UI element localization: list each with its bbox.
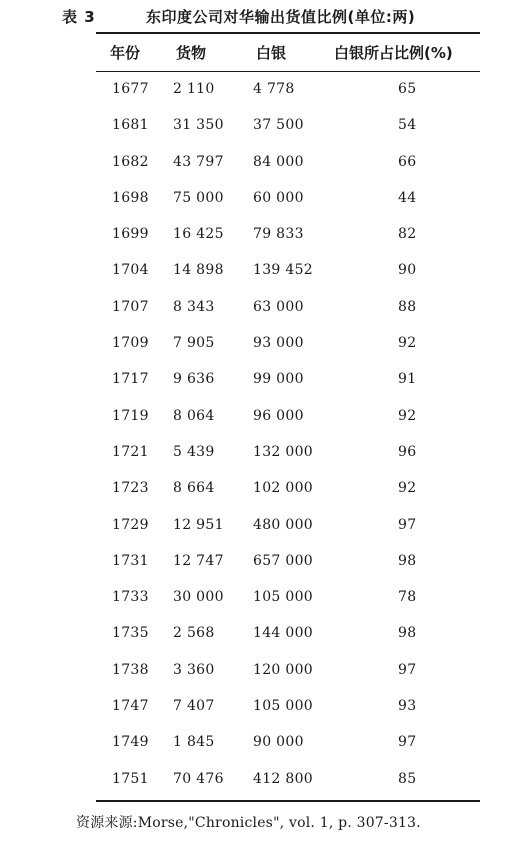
cell-silver: 99 000 [253, 371, 304, 388]
cell-silver: 144 000 [253, 625, 313, 642]
cell-year: 1721 [112, 443, 149, 460]
cell-year: 1747 [112, 698, 149, 715]
cell-goods: 1 845 [173, 734, 215, 751]
cell-silver: 105 000 [253, 698, 313, 715]
source-note: 资源来源:Morse,"Chronicles", vol. 1, p. 307-313. [76, 815, 421, 831]
cell-silver: 96 000 [253, 407, 304, 424]
table-row [0, 290, 519, 326]
cell-goods: 5 439 [173, 443, 215, 460]
cell-silver: 480 000 [253, 516, 313, 533]
cell-year: 1723 [112, 480, 149, 497]
cell-silver-share: 92 [398, 407, 417, 424]
cell-silver-share: 98 [398, 625, 417, 642]
table-row [0, 471, 519, 507]
cell-year: 1731 [112, 552, 149, 569]
table-top-rule [96, 32, 480, 34]
cell-goods: 9 636 [173, 371, 215, 388]
cell-silver-share: 90 [398, 262, 417, 279]
table-title: 东印度公司对华输出货值比例(单位:两) [146, 8, 416, 26]
table-row [0, 689, 519, 725]
cell-goods: 75 000 [173, 189, 224, 206]
table-bottom-rule [96, 800, 480, 802]
cell-year: 1738 [112, 661, 149, 678]
cell-silver-share: 85 [398, 770, 417, 787]
cell-goods: 30 000 [173, 589, 224, 606]
cell-silver: 93 000 [253, 335, 304, 352]
cell-year: 1735 [112, 625, 149, 642]
cell-goods: 43 797 [173, 153, 224, 170]
table-row [0, 145, 519, 181]
cell-silver-share: 65 [398, 81, 417, 97]
cell-goods: 31 350 [173, 117, 224, 134]
cell-year: 1681 [112, 117, 149, 134]
table-row [0, 181, 519, 217]
cell-silver-share: 92 [398, 480, 417, 497]
cell-silver: 412 800 [253, 770, 313, 787]
cell-goods: 16 425 [173, 226, 224, 243]
cell-silver-share: 54 [398, 117, 417, 134]
cell-silver-share: 96 [398, 443, 417, 460]
table-row [0, 326, 519, 362]
cell-goods: 3 360 [173, 661, 215, 678]
cell-silver-share: 93 [398, 698, 417, 715]
cell-silver-share: 97 [398, 661, 417, 678]
table-row [0, 435, 519, 471]
cell-goods: 8 343 [173, 298, 215, 315]
cell-year: 1709 [112, 335, 149, 352]
table-row [0, 725, 519, 761]
table-row [0, 399, 519, 435]
cell-silver: 102 000 [253, 480, 313, 497]
cell-year: 1707 [112, 298, 149, 315]
table-row [0, 508, 519, 544]
cell-year: 1719 [112, 407, 149, 424]
cell-year: 1749 [112, 734, 149, 751]
table-body [0, 72, 519, 798]
cell-year: 1682 [112, 153, 149, 170]
cell-goods: 7 905 [173, 335, 215, 352]
table-row [0, 616, 519, 652]
cell-silver: 79 833 [253, 226, 304, 243]
table-row [0, 217, 519, 253]
cell-silver-share: 78 [398, 589, 417, 606]
header-silver-share: 白银所占比例(%) [334, 44, 453, 62]
table-row [0, 108, 519, 144]
cell-year: 1698 [112, 189, 149, 206]
cell-goods: 8 664 [173, 480, 215, 497]
cell-silver-share: 97 [398, 734, 417, 751]
cell-silver: 132 000 [253, 443, 313, 460]
header-year: 年份 [110, 44, 141, 62]
cell-silver: 139 452 [253, 262, 313, 279]
cell-silver: 657 000 [253, 552, 313, 569]
cell-silver: 120 000 [253, 661, 313, 678]
cell-silver-share: 82 [398, 226, 417, 243]
cell-silver: 60 000 [253, 189, 304, 206]
cell-silver: 90 000 [253, 734, 304, 751]
cell-goods: 12 951 [173, 516, 224, 533]
cell-year: 1699 [112, 226, 149, 243]
cell-year: 1751 [112, 770, 149, 787]
table-row [0, 580, 519, 616]
cell-silver-share: 97 [398, 516, 417, 533]
table-row [0, 653, 519, 689]
cell-silver: 4 778 [253, 81, 295, 97]
cell-goods: 12 747 [173, 552, 224, 569]
cell-goods: 7 407 [173, 698, 215, 715]
header-goods: 货物 [176, 44, 207, 62]
table-row [0, 362, 519, 398]
table-row [0, 544, 519, 580]
cell-silver-share: 44 [398, 189, 417, 206]
cell-goods: 14 898 [173, 262, 224, 279]
cell-year: 1729 [112, 516, 149, 533]
cell-goods: 2 568 [173, 625, 215, 642]
cell-silver-share: 66 [398, 153, 417, 170]
header-silver: 白银 [256, 44, 287, 62]
cell-year: 1717 [112, 371, 149, 388]
cell-silver: 63 000 [253, 298, 304, 315]
cell-silver: 84 000 [253, 153, 304, 170]
cell-goods: 2 110 [173, 81, 215, 97]
cell-year: 1677 [112, 81, 149, 97]
cell-silver-share: 88 [398, 298, 417, 315]
cell-silver: 105 000 [253, 589, 313, 606]
cell-silver-share: 91 [398, 371, 417, 388]
cell-silver-share: 98 [398, 552, 417, 569]
cell-silver: 37 500 [253, 117, 304, 134]
table-row [0, 762, 519, 798]
cell-year: 1733 [112, 589, 149, 606]
table-row [0, 72, 519, 108]
cell-goods: 8 064 [173, 407, 215, 424]
cell-silver-share: 92 [398, 335, 417, 352]
cell-year: 1704 [112, 262, 149, 279]
table-row [0, 253, 519, 289]
table-label: 表 3 [62, 8, 96, 26]
cell-goods: 70 476 [173, 770, 224, 787]
